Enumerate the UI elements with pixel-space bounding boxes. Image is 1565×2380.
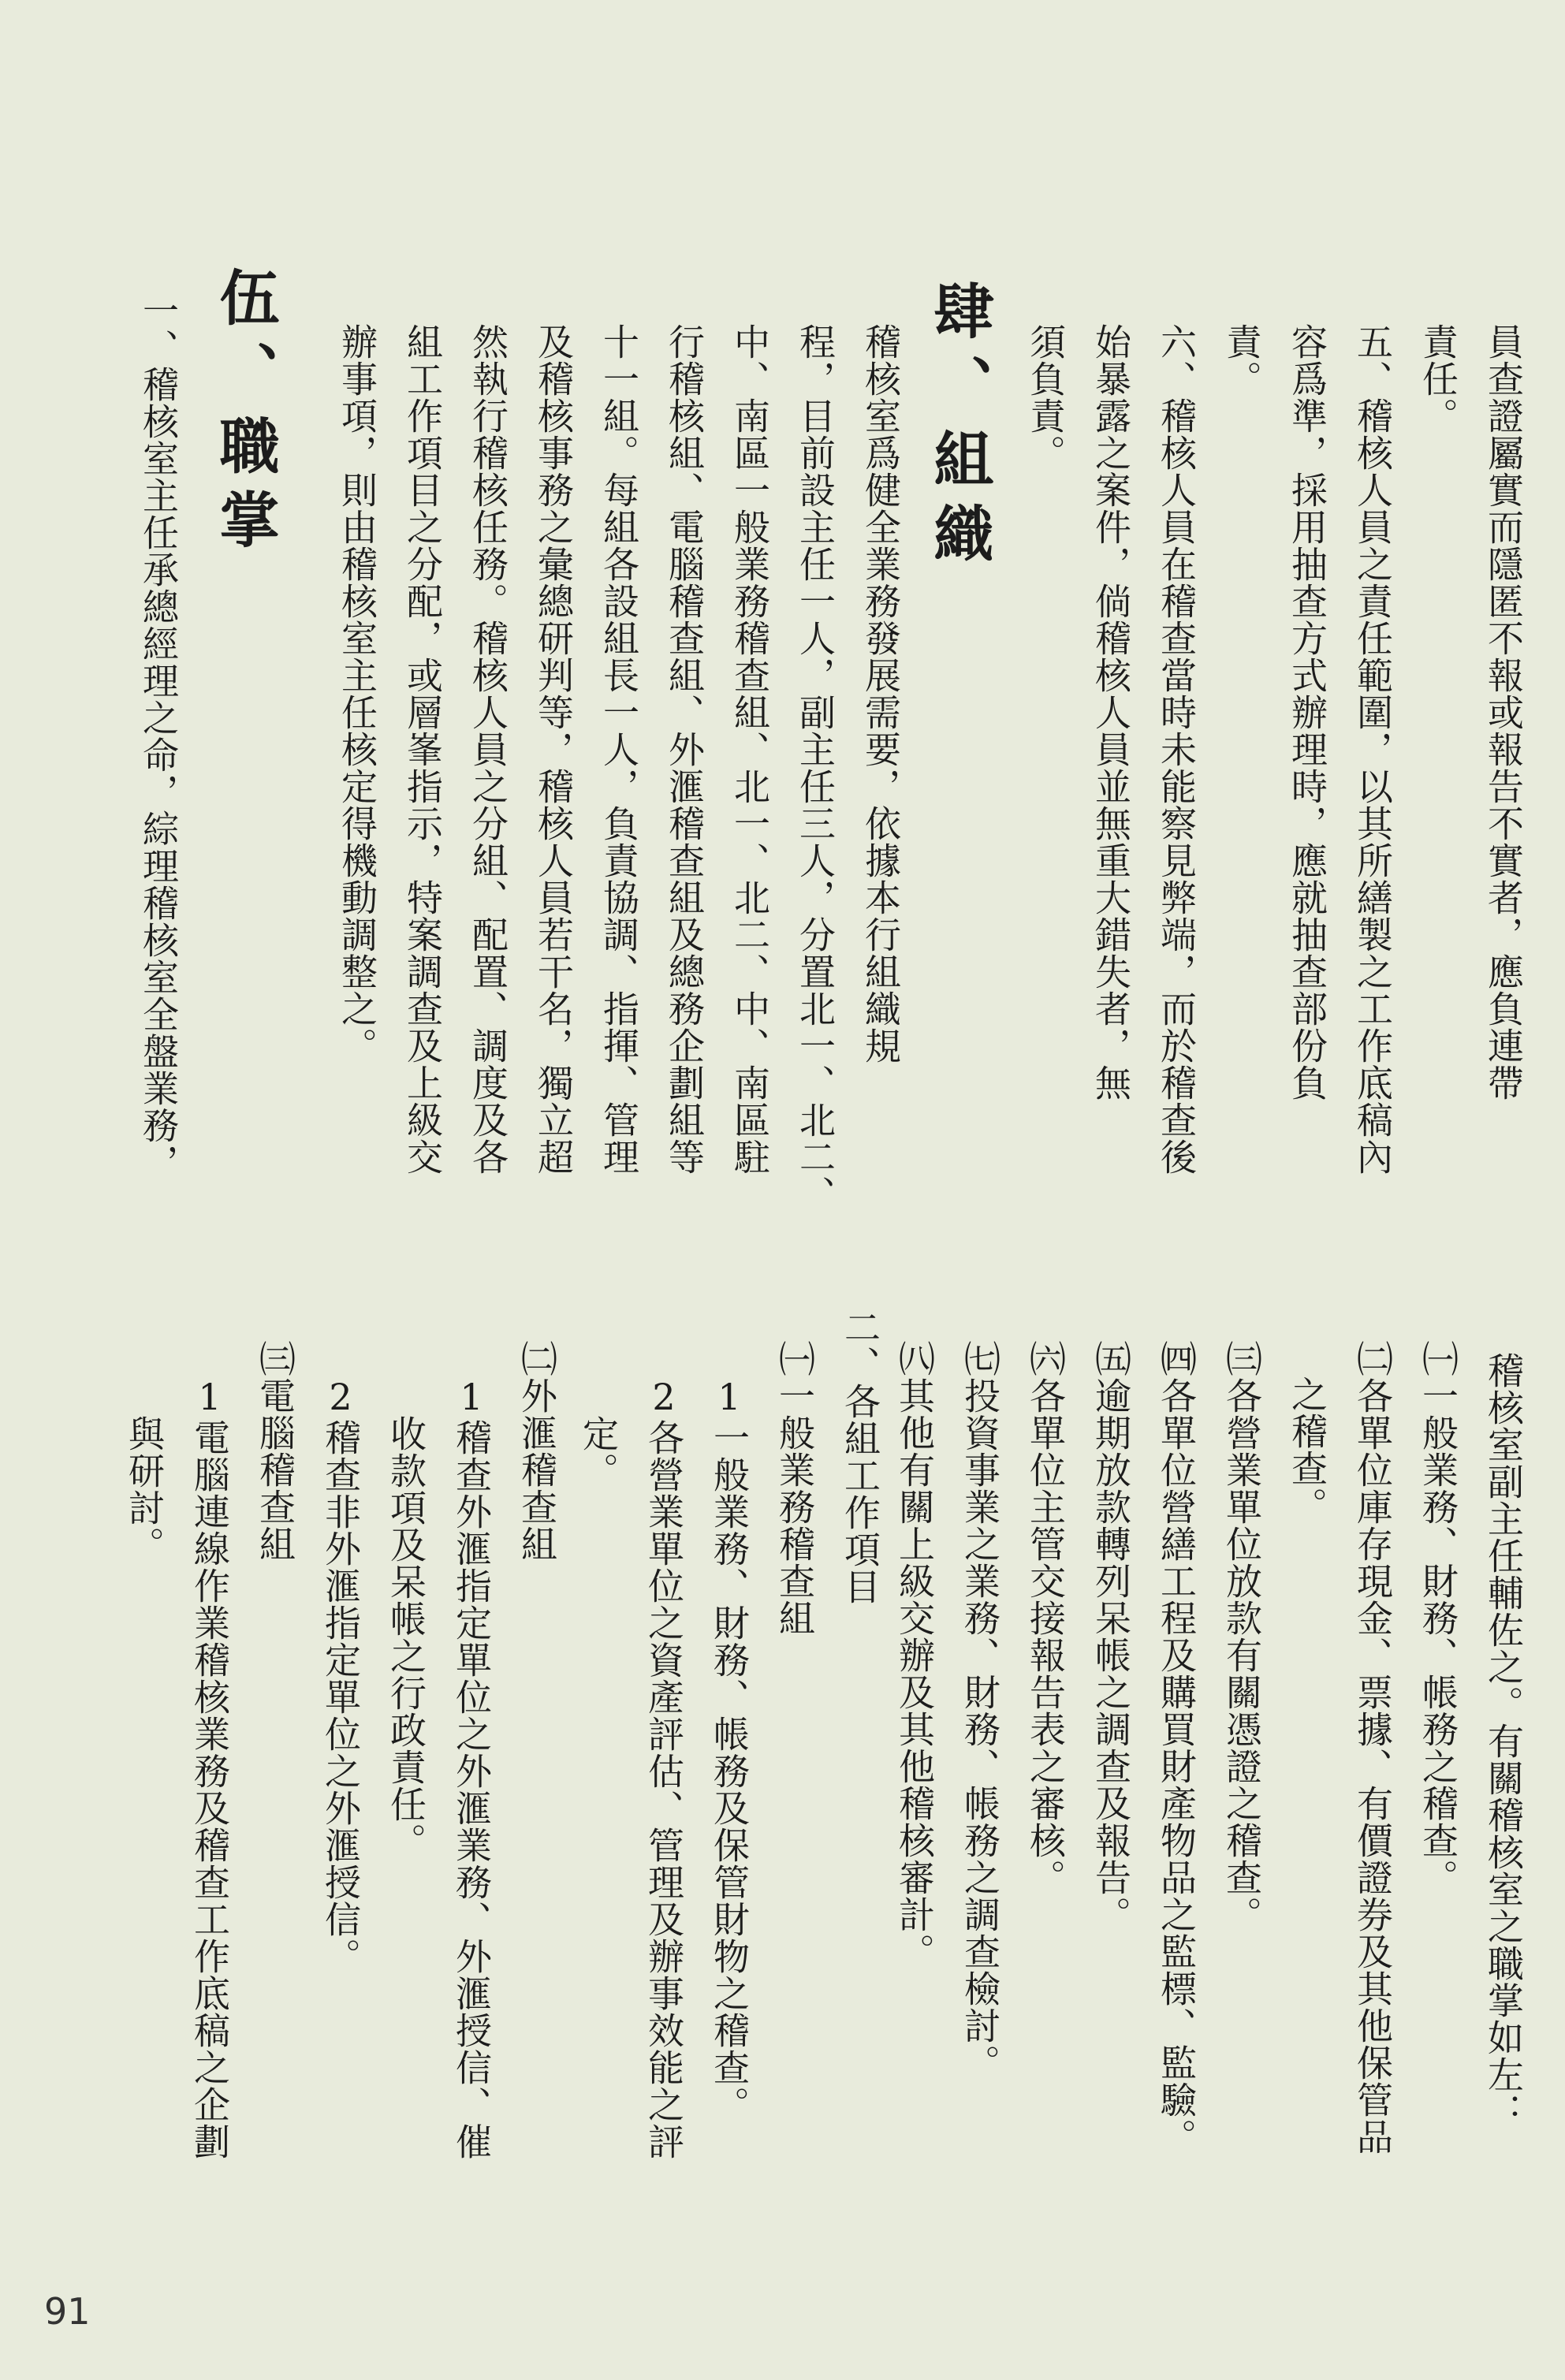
text-line: 及稽核事務之彙總研判等，稽核人員若干名，獨立超 [532,323,575,1175]
text-line: 之稽查。 [1286,1376,1328,1524]
text-line: 員查證屬實而隱匿不報或報告不實者，應負連帶 [1482,323,1525,1101]
text-line: 收款項及呆帳之行政責任。 [385,1415,427,1860]
text-line: ㈥各單位主管交接報告表之審核。 [1024,1340,1067,1896]
text-line: ㈢電腦稽查組 [254,1340,296,1562]
section-heading-organization: 肆、組織 [924,280,994,576]
text-line: ㈣各單位營繕工程及購買財產物品之監標、監驗。 [1155,1340,1198,2155]
text-line: ㈠一般業務、財務、帳務之稽查。 [1417,1340,1459,1896]
text-line: ㈠一般業務稽查組 [773,1340,816,1637]
text-line: 2各營業單位之資產評估、管理及辦事效能之評 [643,1376,685,2160]
page-number: 91 [44,2290,91,2333]
text-line: 六、稽核人員在稽查當時未能察見弊端，而於稽查後 [1155,323,1198,1175]
text-line: 然執行稽核任務。稽核人員之分組、配置、調度及各 [467,323,509,1175]
text-line: 責任。 [1417,323,1459,434]
text-line: 程，目前設主任一人，副主任三人，分置北一、北二、 [794,323,837,1212]
text-line: 行稽核組、電腦稽查組、外滙稽查組及總務企劃組等 [663,323,706,1175]
text-line: 2稽查非外滙指定單位之外滙授信。 [319,1376,362,1975]
text-line: ㈡各單位庫存現金、票據、有價證券及其他保管品 [1351,1340,1394,2155]
text-line: 定。 [577,1415,620,1489]
text-line: 1電腦連線作業稽核業務及稽查工作底稿之企劃 [188,1376,231,2160]
text-line: 五、稽核人員之責任範圍，以其所繕製之工作底稿內 [1351,323,1394,1175]
text-line: 一、稽核室主任承總經理之命，綜理稽核室全盤業務， [137,292,180,1181]
text-line: ㈡外滙稽查組 [516,1340,558,1562]
text-line: 1稽查外滙指定單位之外滙業務、外滙授信、催 [450,1376,493,2160]
text-line: 辦事項，則由稽核室主任核定得機動調整之。 [336,323,378,1064]
text-line: 二、各組工作項目 [839,1309,881,1605]
text-line: 始暴露之案件，倘稽核人員並無重大錯失者，無 [1090,323,1132,1101]
text-line: 稽核室副主任輔佐之。有關稽核室之職掌如左： [1482,1352,1525,2130]
text-line: ㈧其他有關上級交辦及其他稽核審計。 [893,1340,936,1970]
text-line: 與研討。 [123,1415,166,1563]
text-line: 責。 [1220,323,1263,397]
text-line: 十一組。每組各設組長一人，負責協調、指揮、管理 [598,323,640,1175]
text-line: 稽核室爲健全業務發展需要，依據本行組織規 [859,323,902,1064]
text-line: 容爲準，採用抽查方式辦理時，應就抽查部份負 [1286,323,1328,1101]
text-line: ㈢各營業單位放款有關憑證之稽查。 [1220,1340,1263,1933]
text-line: 中、南區一般業務稽查組、北一、北二、中、南區駐 [728,323,771,1175]
text-line: ㈦投資事業之業務、財務、帳務之調查檢討。 [959,1340,1001,2081]
text-line: 1一般業務、財務、帳務及保管財物之稽查。 [708,1376,751,2123]
section-heading-duties: 伍、職掌 [210,266,280,563]
text-line: 組工作項目之分配，或層峯指示，特案調查及上級交 [401,323,444,1175]
text-line: 須負責。 [1024,323,1067,471]
text-line: ㈤逾期放款轉列呆帳之調查及報告。 [1090,1340,1132,1933]
